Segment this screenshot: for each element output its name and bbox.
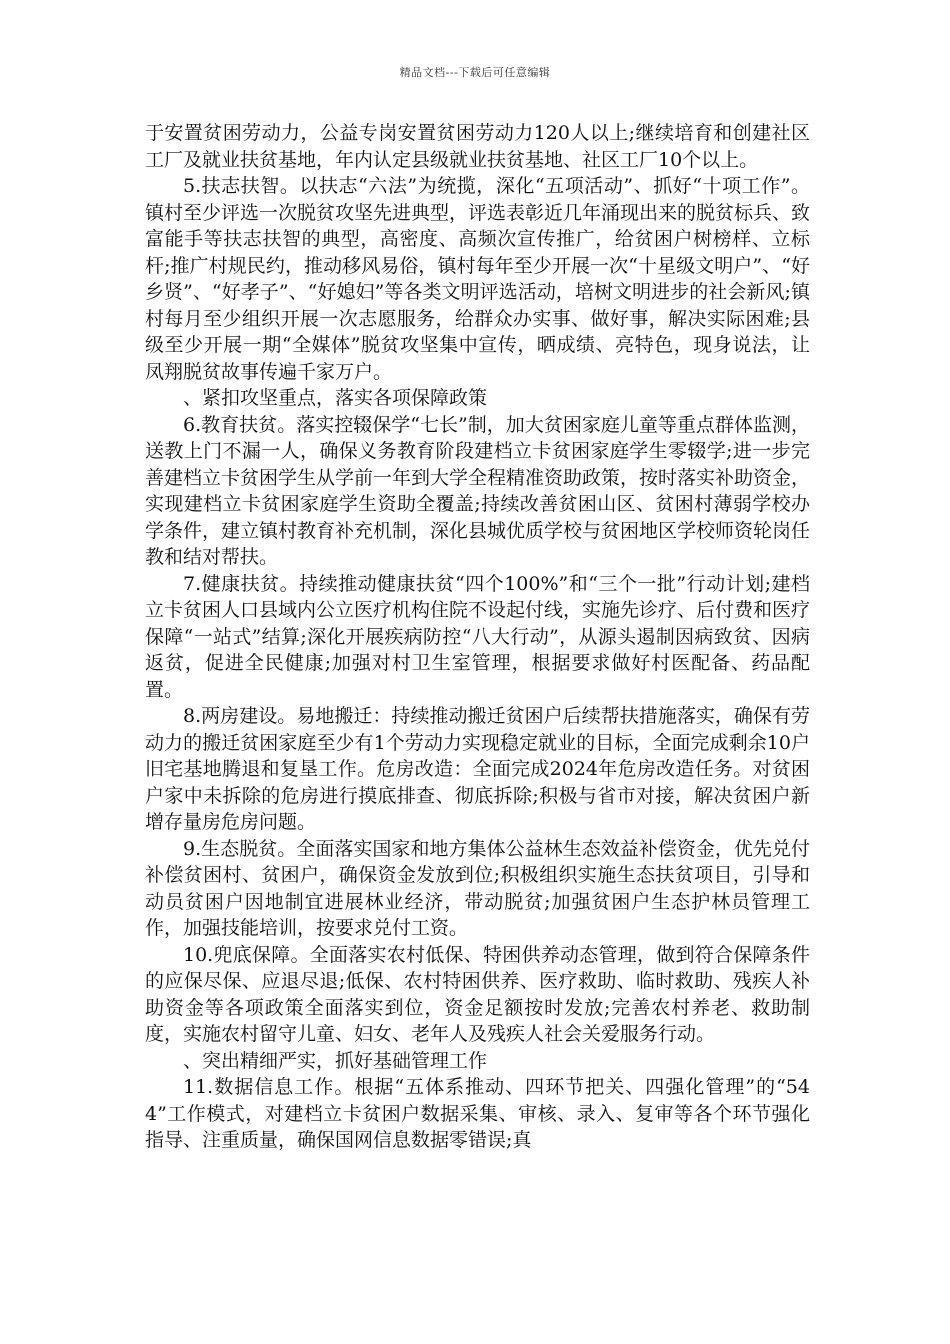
- document-body: [145, 120, 810, 1154]
- page-header: 精品文档---下载后可任意编辑: [399, 66, 551, 79]
- paragraph-item-11: 11.数据信息工作。根据“五体系推动、四环节把关、四强化管理”的“544”工作模式，对建档立卡贫困户数据采集、审核、录入、复审等各个环节强化指导、注重质量，确保国网信息数据零错误;真: [145, 1076, 810, 1151]
- section-heading-policies: 、紧扣攻坚重点，落实各项保障政策: [183, 387, 488, 409]
- section-heading-management: 、突出精细严实，抓好基础管理工作: [183, 1049, 488, 1072]
- paragraph-item-6: 6.教育扶贫。落实控辍保学“七长”制，加大贫困家庭儿童等重点群体监测，送教上门不漏一人，确保义务教育阶段建档立卡贫困家庭学生零辍学;进一步完善建档立卡贫困学生从学前一年到大学全程精准资助政策，按时落实补助资金，实现建档立卡贫困家庭学生资助全覆盖;持续改善贫困山区、贫困村薄弱学校办学条件，建立镇村教育补充机制，深化县城优质学校与贫困地区学校师资轮岗任教和结对帮扶。: [145, 413, 811, 568]
- paragraph-item-5: 5.扶志扶智。以扶志“六法”为统揽，深化“五项活动”、抓好“十项工作”。镇村至少评选一次脱贫攻坚先进典型，评选表彰近几年涌现出来的脱贫标兵、致富能手等扶志扶智的典型，高密度、高频次宣传推广，给贫困户树榜样、立标杆;推广村规民约，推动移风易俗，镇村每年至少开展一次“十星级文明户”、“好乡贤”、“好孝子”、“好媳妇”等各类文明评选活动，培树文明进步的社会新风;镇村每月至少组织开展一次志愿服务，给群众办实事、做好事，解决实际困难;县级至少开展一期“全媒体”脱贫攻坚集中宣传，晒成绩、亮特色，现身说法，让凤翔脱贫故事传遍千家万户。: [145, 175, 811, 383]
- paragraph-item-8: 8.两房建设。易地搬迁：持续推动搬迁贫困户后续帮扶措施落实，确保有劳动力的搬迁贫困家庭至少有1个劳动力实现稳定就业的目标，全面完成剩余10户旧宅基地腾退和复垦工作。危房改造：全面完成2024年危房改造任务。对贫困户家中未拆除的危房进行摸底排查、彻底拆除;积极与省市对接，解决贫困户新增存量房危房问题。: [145, 705, 810, 833]
- paragraph-employment-continued: 于安置贫困劳动力，公益专岗安置贫困劳动力120人以上;继续培育和创建社区工厂及就业扶贫基地，年内认定县级就业扶贫基地、社区工厂10个以上。: [145, 122, 810, 171]
- paragraph-item-10: 10.兜底保障。全面落实农村低保、特困供养动态管理，做到符合保障条件的应保尽保、应退尽退;低保、农村特困供养、医疗救助、临时救助、残疾人补助资金等各项政策全面落实到位，资金足额按时发放;完善农村养老、救助制度，实施农村留守儿童、妇女、老年人及残疾人社会关爱服务行动。: [145, 943, 810, 1045]
- paragraph-item-7: 7.健康扶贫。持续推动健康扶贫“四个100%”和“三个一批”行动计划;建档立卡贫困人口县域内公立医疗机构住院不设起付线，实施先诊疗、后付费和医疗保障“一站式”结算;深化开展疾病防控“八大行动”，从源头遏制因病致贫、因病返贫，促进全民健康;加强对村卫生室管理，根据要求做好村医配备、药品配置。: [145, 572, 811, 701]
- paragraph-item-9: 9.生态脱贫。全面落实国家和地方集体公益林生态效益补偿资金，优先兑付补偿贫困村、贫困户，确保资金发放到位;积极组织实施生态扶贫项目，引导和动员贫困户因地制宜进展林业经济，带动脱贫;加强贫困户生态护林员管理工作，加强技能培训，按要求兑付工资。: [145, 837, 810, 939]
